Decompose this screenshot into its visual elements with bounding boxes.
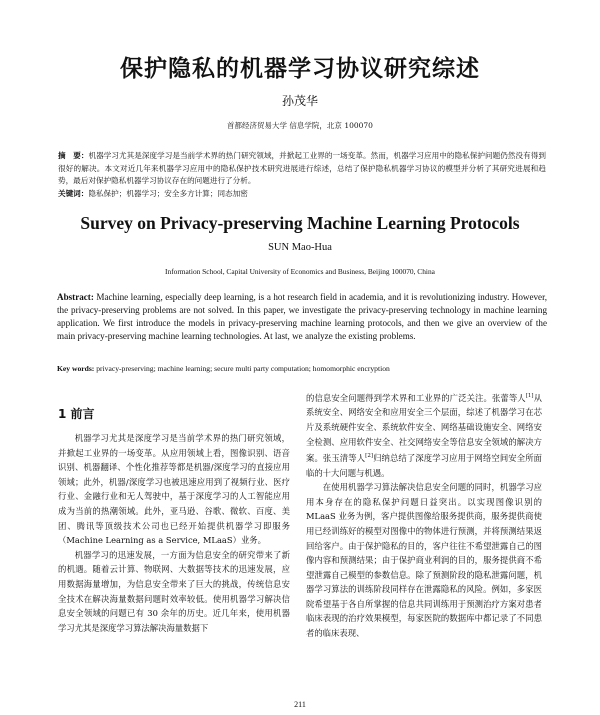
- paragraph: 在使用机器学习算法解决信息安全问题的同时，机器学习应用本身存在的隐私保护问题日益突出。以实现图像识别的 MLaaS 业务为例，客户提供图像给服务提供商，服务提供商使用已经训练好的模型对图像中的物体进行预测，并将预测结果返回给客户。由于保护隐私的目的，客户往往不希望泄露自己的图像内容和预测结果；由于保护商业利润的目的，服务提供商不希望泄露自己模型的参数信息。除了预测阶段的隐私泄露问题，机器学习算法的训练阶段同样存在泄露隐私的风险。例如，多家医院希望基于各自所掌握的信息共同训练用于预测治疗方案对患者临床表现的治疗效果模型，每家医院的数据库中都记录了不同患者的临床表现、: [306, 482, 542, 639]
- english-keywords-text: privacy-preserving; machine learning; secure multi party computation; homomorphic encryption: [96, 364, 390, 373]
- paragraph-text: 归纳总结了深度学习应用于网络空间安全所面临的十大问题与机遇。: [306, 452, 543, 478]
- chinese-abstract-label: 摘 要：: [58, 151, 89, 160]
- english-abstract: [57, 291, 547, 343]
- english-affiliation: Information School, Capital University of Economics and Business, Beijing 100070, China: [165, 267, 435, 276]
- paragraph-text: 的信息安全问题得到学术界和工业界的广泛关注。张蕾等人: [306, 392, 526, 403]
- left-column: [58, 431, 290, 635]
- chinese-keywords-label: 关键词：: [58, 188, 89, 198]
- chinese-abstract: [58, 150, 546, 200]
- english-keywords: [57, 364, 547, 373]
- section-heading: 1 前言: [58, 407, 95, 421]
- paragraph-text: 从系统安全、网络安全和应用安全三个层面，综述了机器学习在芯片及系统硬件安全、系统软件安全、网络基础设施安全、网络安全检测、应用软件安全、社交网络安全等信息安全领域的解决方案。张玉清等人: [306, 392, 542, 463]
- chinese-author: 孙茂华: [281, 94, 318, 108]
- chinese-keywords-text: 隐私保护；机器学习；安全多方计算；同态加密: [88, 188, 248, 198]
- chinese-abstract-text: 机器学习尤其是深度学习是当前学术界的热门研究领域，并掀起工业界的一场变革。然而，机器学习应用中的隐私保护问题仍然没有得到很好的解决。本文对近几年来机器学习应用中的隐私保护技术研究进展进行综述，总结了保护隐私机器学习协议的模型并分析了其研究进展和趋势，最后对保护隐私机器学习协议存在的问题进行了分析。: [58, 151, 547, 185]
- english-author: SUN Mao-Hua: [268, 242, 332, 253]
- paragraph: 机器学习尤其是深度学习是当前学术界的热门研究领域，并掀起工业界的一场变革。从应用领域上看，图像识别、语音识别、机器翻译、个性化推荐等都是机器/深度学习的直接应用领域；此外，机器/深度学习也被迅速应用到了视频行业、医疗行业、金融行业和无人驾驶中，基于深度学习的人工智能应用成为当前的热潮领域。此外，亚马逊、谷歌、微软、百度、美团、腾讯等顶级技术公司也已经开始提供机器学习即服务（Machine Learning as a Service, MLaaS）业务。: [58, 433, 290, 546]
- right-column: [306, 389, 542, 641]
- paragraph: [306, 389, 542, 480]
- english-keywords-label: Key words:: [57, 364, 95, 373]
- citation: [1]: [525, 393, 534, 399]
- english-abstract-text: Machine learning, especially deep learning, is a hot research field in academia, and it is revolutionizing industry. However, the privacy-preserving problems are not solved. In this paper, we investigate the privacy-preserving technology in machine learning application. We first introduce the models in privacy-preserving machine learning protocols, and then we give an overview of the main privacy-preserving machine learning technologies. At last, we analyze the existing problems.: [57, 292, 547, 341]
- chinese-affiliation: 首都经济贸易大学 信息学院，北京 100070: [227, 121, 373, 130]
- english-abstract-label: Abstract:: [57, 292, 94, 302]
- paragraph: 机器学习的迅速发展，一方面为信息安全的研究带来了新的机遇。随着云计算、物联网、大数据等技术的迅速发展，应用数据海量增加，为信息安全带来了巨大的挑战，传统信息安全技术在解决海量数据问题时效率较低。使用机器学习解决信息安全领域的问题已有 30 余年的历史。近几年来，使用机器学习尤其是深度学习算法解决海量数据下: [58, 549, 290, 633]
- page-number: 211: [294, 700, 306, 709]
- citation: [2]: [365, 453, 373, 460]
- english-title: Survey on Privacy-preserving Machine Learning Protocols: [80, 213, 520, 233]
- chinese-title: 保护隐私的机器学习协议研究综述: [120, 56, 480, 82]
